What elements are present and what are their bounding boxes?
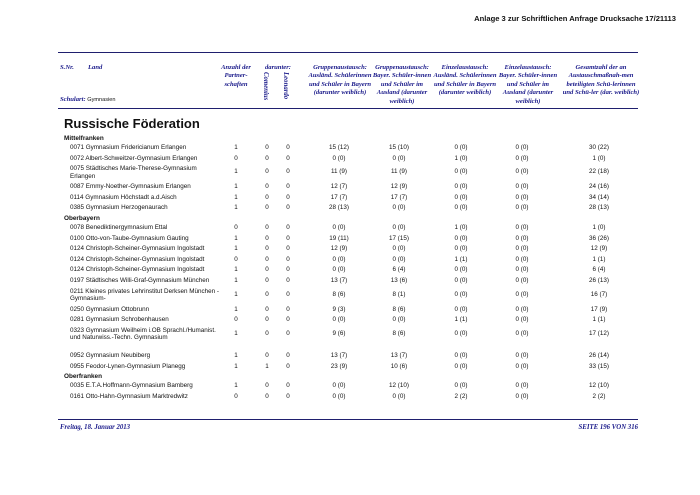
cell-partnerships: 1 (234, 277, 238, 284)
cell-total: 24 (16) (589, 183, 609, 191)
cell-group-in: 23 (9) (330, 362, 348, 370)
cell-partnerships: 0 (234, 316, 238, 324)
cell-single-in: 0 (0) (454, 362, 468, 370)
cell-total: 17 (12) (589, 329, 609, 337)
cell-group-out: 11 (9) (391, 168, 407, 176)
cell-total: 33 (15) (589, 362, 609, 370)
cell-group-out: 13 (6) (390, 277, 408, 284)
cell-leonardo: 0 (286, 204, 290, 212)
cell-group-in: 17 (7) (330, 193, 348, 201)
cell-group-out: 0 (0) (392, 393, 406, 400)
cell-partnerships: 1 (234, 329, 238, 337)
cell-single-in: 0 (0) (454, 352, 468, 360)
cell-single-in: 0 (0) (454, 277, 468, 284)
cell-comenius: 0 (265, 316, 269, 324)
cell-partnerships: 1 (234, 204, 238, 212)
cell-comenius: 0 (265, 154, 269, 162)
school-name: 0385 Gymnasium Herzogenaurach (70, 204, 168, 212)
school-name: 0124 Christoph-Scheiner-Gymnasium Ingolstadt (70, 245, 205, 253)
cell-group-in: 0 (0) (332, 382, 346, 390)
cell-single-in: 0 (0) (454, 266, 468, 274)
cell-partnerships: 1 (234, 290, 238, 298)
cell-group-out: 8 (6) (392, 329, 406, 337)
cell-leonardo: 0 (286, 329, 290, 337)
cell-partnerships: 0 (234, 393, 238, 400)
cell-comenius: 0 (265, 277, 269, 284)
col-single-in: Einzelaustausch: Ausländ. Schülerinnen und Schüler in Bayern (darunter weiblich) (433, 64, 497, 97)
cell-leonardo: 0 (286, 316, 290, 324)
cell-comenius: 0 (265, 393, 269, 400)
cell-group-in: 13 (7) (330, 277, 348, 284)
cell-comenius: 0 (265, 144, 269, 151)
cell-partnerships: 1 (234, 362, 238, 370)
col-comenius: Comenius (262, 72, 269, 101)
cell-leonardo: 0 (286, 393, 290, 400)
cell-partnerships: 0 (234, 224, 238, 231)
cell-comenius: 0 (265, 183, 269, 191)
cell-leonardo: 0 (286, 154, 290, 162)
cell-comenius: 0 (265, 204, 269, 212)
cell-comenius: 0 (265, 234, 269, 242)
cell-group-out: 13 (7) (390, 352, 408, 360)
col-leonardo: Leonardo (282, 72, 289, 100)
annex-reference: Anlage 3 zur Schriftlichen Anfrage Drucksache 17/21113 (474, 14, 676, 23)
school-name: 0211 Kleines privates Lehrinstitut Derksen München -Gymnasium- (70, 287, 219, 302)
cell-group-in: 0 (0) (332, 266, 346, 274)
cell-single-out: 0 (0) (515, 393, 529, 400)
cell-total: 26 (13) (589, 277, 609, 284)
cell-total: 1 (0) (592, 154, 606, 162)
cell-group-in: 0 (0) (332, 224, 346, 231)
cell-partnerships: 1 (234, 305, 238, 313)
cell-group-in: 0 (0) (332, 255, 346, 263)
cell-total: 2 (2) (592, 393, 606, 400)
school-name: 0071 Gymnasium Fridericianum Erlangen (70, 144, 187, 151)
region-heading: Mittelfranken (64, 135, 104, 142)
cell-leonardo: 0 (286, 305, 290, 313)
cell-total: 1 (1) (592, 255, 606, 263)
cell-partnerships: 1 (234, 193, 238, 201)
cell-leonardo: 0 (286, 144, 290, 151)
cell-group-in: 12 (9) (330, 245, 348, 253)
cell-leonardo: 0 (286, 168, 290, 176)
cell-group-in: 12 (7) (330, 183, 348, 191)
cell-group-out: 0 (0) (392, 316, 406, 324)
school-name: 0281 Gymnasium Schrobenhausen (70, 316, 169, 324)
cell-comenius: 0 (265, 168, 269, 176)
schulart-label (60, 96, 116, 103)
school-name: 0072 Albert-Schweitzer-Gymnasium Erlangen (70, 154, 198, 162)
cell-group-out: 0 (0) (392, 255, 406, 263)
cell-total: 6 (4) (592, 266, 606, 274)
cell-group-in: 19 (11) (329, 234, 349, 242)
cell-partnerships: 0 (234, 154, 238, 162)
header-top-rule (58, 52, 638, 53)
country-heading: Russische Föderation (64, 116, 200, 131)
col-anzahl: Anzahl der Partner-schaften (221, 64, 251, 88)
col-group-in: Gruppenaustausch: Ausländ. Schülerinnen und Schüler in Bayern (darunter weiblich) (308, 64, 372, 97)
cell-group-in: 9 (6) (332, 329, 346, 337)
cell-single-in: 0 (0) (454, 144, 468, 151)
cell-single-out: 0 (0) (515, 168, 529, 176)
cell-single-out: 0 (0) (515, 329, 529, 337)
school-name: 0087 Emmy-Noether-Gymnasium Erlangen (70, 183, 191, 191)
cell-group-out: 0 (0) (392, 204, 406, 212)
cell-total: 17 (9) (590, 305, 608, 313)
header-bottom-rule (58, 108, 638, 109)
cell-partnerships: 1 (234, 266, 238, 274)
school-name: 0124 Christoph-Scheiner-Gymnasium Ingolstadt (70, 255, 205, 263)
region-heading: Oberbayern (64, 215, 100, 222)
region-heading: Oberfranken (64, 373, 103, 381)
cell-single-out: 0 (0) (515, 382, 529, 390)
school-name: 0161 Otto-Hahn-Gymnasium Marktredwitz (70, 393, 188, 400)
cell-leonardo: 0 (286, 266, 290, 274)
cell-comenius: 0 (265, 266, 269, 274)
cell-comenius: 0 (265, 382, 269, 390)
cell-single-out: 0 (0) (515, 305, 529, 313)
cell-single-out: 0 (0) (515, 352, 529, 360)
cell-total: 36 (26) (589, 234, 609, 242)
cell-leonardo: 0 (286, 362, 290, 370)
cell-partnerships: 1 (234, 352, 238, 360)
cell-group-out: 10 (6) (390, 362, 408, 370)
cell-single-in: 0 (0) (454, 382, 468, 390)
cell-group-out: 17 (7) (390, 193, 408, 201)
cell-group-in: 8 (6) (332, 290, 346, 298)
cell-group-out: 15 (10) (389, 144, 409, 151)
cell-group-in: 0 (0) (332, 154, 346, 162)
cell-single-out: 0 (0) (515, 266, 529, 274)
footer-rule (58, 419, 638, 420)
cell-group-out: 6 (4) (392, 266, 406, 274)
cell-single-in: 1 (0) (454, 154, 468, 162)
cell-single-in: 0 (0) (454, 193, 468, 201)
cell-total: 34 (14) (589, 193, 609, 201)
cell-single-out: 0 (0) (515, 290, 529, 298)
cell-partnerships: 1 (234, 234, 238, 242)
cell-group-out: 8 (6) (392, 305, 406, 313)
cell-single-out: 0 (0) (515, 362, 529, 370)
cell-comenius: 0 (265, 255, 269, 263)
cell-single-out: 0 (0) (515, 224, 529, 231)
cell-total: 30 (22) (589, 144, 609, 151)
cell-single-out: 0 (0) (515, 183, 529, 191)
col-land: Land (88, 64, 103, 71)
school-name: 0124 Christoph-Scheiner-Gymnasium Ingolstadt (70, 266, 205, 274)
cell-leonardo: 0 (286, 245, 290, 253)
cell-single-out: 0 (0) (515, 193, 529, 201)
cell-group-in: 15 (12) (329, 144, 349, 151)
cell-group-in: 13 (7) (330, 352, 348, 360)
school-name: 0114 Gymnasium Höchstadt a.d.Aisch (70, 193, 177, 201)
schulart-key: Schulart: (60, 96, 86, 103)
cell-single-out: 0 (0) (515, 234, 529, 242)
col-single-out: Einzelaustausch: Bayer. Schüler-innen und Schüler im Ausland (darunter weiblich) (498, 64, 558, 105)
school-name: 0952 Gymnasium Neubiberg (70, 352, 151, 360)
cell-group-out: 0 (0) (392, 245, 406, 253)
cell-single-in: 0 (0) (454, 234, 468, 242)
cell-partnerships: 1 (234, 144, 238, 151)
cell-total: 12 (10) (589, 382, 609, 390)
cell-total: 26 (14) (589, 352, 609, 360)
cell-single-out: 0 (0) (515, 277, 529, 284)
cell-single-out: 0 (0) (515, 144, 529, 151)
cell-single-in: 0 (0) (454, 168, 468, 176)
cell-group-in: 0 (0) (332, 316, 346, 324)
cell-comenius: 0 (265, 305, 269, 313)
cell-group-in: 11 (9) (331, 168, 347, 176)
schulart-value: Gymnasien (87, 97, 116, 103)
cell-leonardo: 0 (286, 290, 290, 298)
cell-group-out: 8 (1) (392, 290, 406, 298)
cell-total: 1 (0) (592, 224, 606, 231)
cell-single-in: 0 (0) (454, 290, 468, 298)
cell-comenius: 1 (265, 362, 269, 370)
school-name: 0100 Otto-von-Taube-Gymnasium Gauting (70, 234, 189, 242)
cell-total: 1 (1) (592, 316, 606, 324)
col-snr: S.Nr. (60, 64, 74, 71)
cell-group-out: 12 (10) (389, 382, 409, 390)
col-group-out: Gruppenaustausch: Bayer. Schüler-innen und Schüler im Ausland (darunter weiblich) (372, 64, 432, 105)
cell-total: 12 (9) (590, 245, 608, 253)
cell-group-out: 12 (9) (390, 183, 408, 191)
school-name: 0323 Gymnasium Weilheim i.OB Sprachl./Humanist. und Naturwiss.-Techn. Gymnasium (70, 326, 216, 342)
col-darunter: darunter: (264, 64, 291, 71)
cell-leonardo: 0 (286, 234, 290, 242)
cell-group-out: 0 (0) (392, 224, 406, 231)
cell-comenius: 0 (265, 245, 269, 253)
cell-partnerships: 1 (234, 382, 238, 390)
cell-single-in: 1 (0) (454, 224, 468, 231)
cell-group-out: 0 (0) (392, 154, 406, 162)
cell-partnerships: 1 (234, 168, 238, 176)
school-name: 0955 Feodor-Lynen-Gymnasium Planegg (70, 362, 186, 370)
cell-comenius: 0 (265, 329, 269, 337)
cell-single-out: 0 (0) (515, 255, 529, 263)
cell-leonardo: 0 (286, 183, 290, 191)
cell-single-out: 0 (0) (515, 154, 529, 162)
cell-single-in: 0 (0) (454, 204, 468, 212)
school-name: 0078 Benediktinergymnasium Ettal (70, 224, 168, 231)
cell-partnerships: 1 (234, 245, 238, 253)
cell-total: 16 (7) (590, 290, 608, 298)
cell-leonardo: 0 (286, 352, 290, 360)
cell-group-in: 9 (3) (332, 305, 346, 313)
school-name: 0075 Städtisches Marie-Therese-Gymnasium Erlangen (70, 165, 197, 180)
cell-partnerships: 1 (234, 183, 238, 191)
cell-leonardo: 0 (286, 277, 290, 284)
cell-total: 22 (18) (589, 168, 609, 176)
cell-single-in: 0 (0) (454, 245, 468, 253)
school-name: 0250 Gymnasium Ottobrunn (70, 305, 150, 313)
cell-single-in: 0 (0) (454, 305, 468, 313)
school-name: 0197 Städtisches Willi-Graf-Gymnasium München (70, 277, 210, 284)
cell-partnerships: 0 (234, 255, 238, 263)
cell-single-out: 0 (0) (515, 316, 529, 324)
cell-single-in: 0 (0) (454, 329, 468, 337)
cell-leonardo: 0 (286, 224, 290, 231)
cell-single-out: 0 (0) (515, 204, 529, 212)
cell-single-in: 0 (0) (454, 183, 468, 191)
school-name: 0035 E.T.A.Hoffmann-Gymnasium Bamberg (70, 382, 193, 390)
cell-comenius: 0 (265, 352, 269, 360)
footer-date: Freitag, 18. Januar 2013 (60, 424, 131, 431)
cell-comenius: 0 (265, 224, 269, 231)
cell-comenius: 0 (265, 290, 269, 298)
cell-leonardo: 0 (286, 193, 290, 201)
cell-total: 28 (13) (589, 204, 609, 212)
cell-leonardo: 0 (286, 382, 290, 390)
cell-group-in: 0 (0) (332, 393, 346, 400)
cell-single-in: 1 (1) (454, 316, 468, 324)
cell-single-in: 2 (2) (454, 393, 468, 400)
cell-comenius: 0 (265, 193, 269, 201)
col-total: Gesamtzahl der an Austauschmaßnah-men beteiligten Schü-lerinnen und Schü-ler (dar. weiblich) (562, 64, 640, 97)
footer-page: SEITE 196 VON 316 (578, 424, 638, 431)
cell-group-in: 28 (13) (329, 204, 349, 212)
cell-group-out: 17 (15) (389, 234, 409, 242)
cell-leonardo: 0 (286, 255, 290, 263)
cell-single-out: 0 (0) (515, 245, 529, 253)
cell-single-in: 1 (1) (454, 255, 468, 263)
